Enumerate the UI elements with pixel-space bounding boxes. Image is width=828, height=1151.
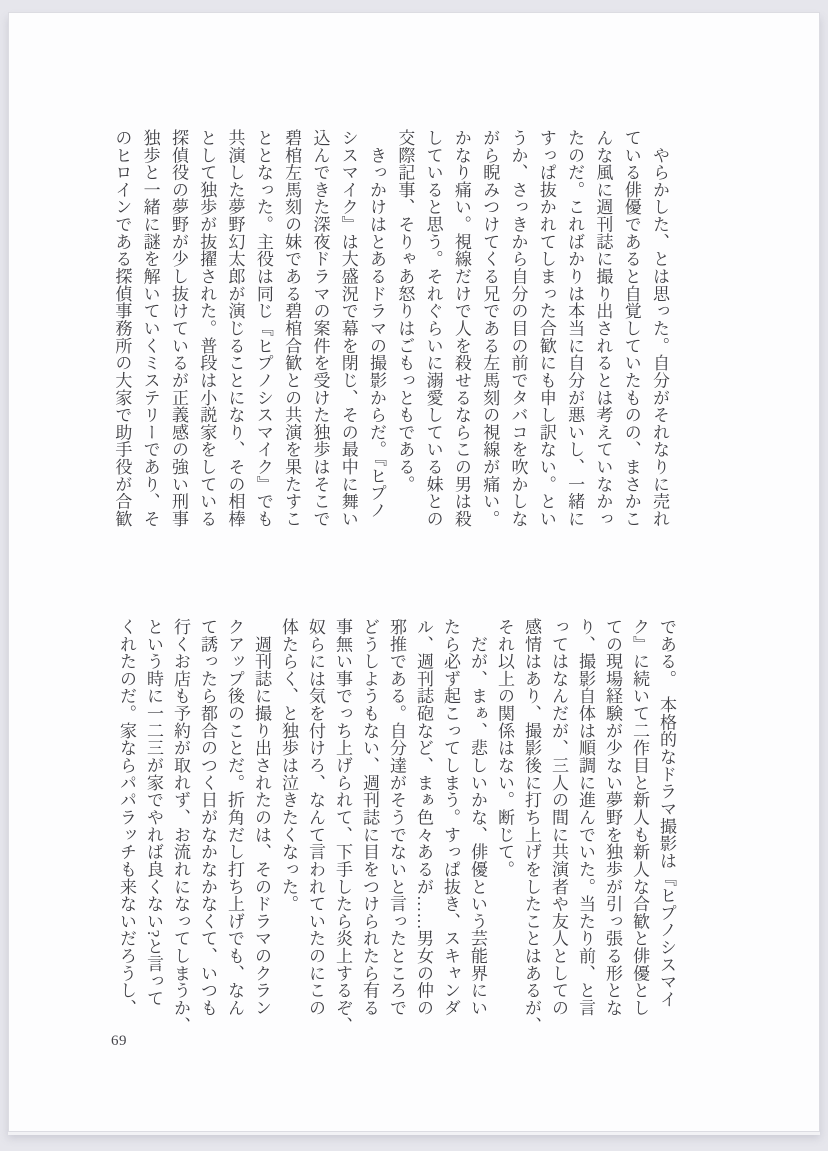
text-column-3: ての現場経験が少ない夢野を独歩が引っ張る形とな <box>603 618 622 1017</box>
book-page <box>8 12 820 1132</box>
text-column-20: のヒロインである探偵事務所の大家で助手役が合歓 <box>112 129 132 528</box>
text-column-8: かなり痛い。視線だけで人を殺せるならこの男は殺 <box>451 129 471 528</box>
text-column-10: 交際記事、そりゃあ怒りはごもっともである。 <box>395 129 415 493</box>
text-column-6: うか、さっきから自分の目の前でタバコを吹かしな <box>508 129 528 528</box>
text-block-upper <box>107 129 673 529</box>
text-column-10: ル、週刊誌砲など、まぁ色々あるが……男女の仲の <box>414 618 433 1017</box>
text-column-19: 独歩と一緒に謎を解いていくミステリーであり、そ <box>140 129 160 528</box>
text-column-4: たのだ。こればかりは本当に自分が悪いし、一緒に <box>565 129 585 528</box>
text-column-3: んな風に週刊誌に撮り出されるとは考えていなかっ <box>593 129 613 528</box>
text-column-18: 探偵役の夢野が少し抜けているが正義感の強い刑事 <box>168 129 188 528</box>
text-column-11: 邪推である。自分達がそうでないと言ったところで <box>387 618 406 1017</box>
text-column-2: ク』に続いて二作目と新人も新人な合歓と俳優とし <box>630 618 649 1017</box>
text-column-7: それ以上の関係はない。断じて。 <box>495 618 514 878</box>
page-number: 69 <box>111 1033 127 1049</box>
text-column-7: がら睨みつけてくる兄である左馬刻の視線が痛い。 <box>480 129 500 528</box>
text-column-14: 碧棺左馬刻の妹である碧棺合歓との共演を果たすこ <box>282 129 302 528</box>
text-column-20: という時に一二三が家でやれば良くない?と言って <box>144 618 163 1007</box>
text-column-16: 共演した夢野幻太郎が演じることになり、その相棒 <box>225 129 245 528</box>
text-column-13: 事無い事でっち上げられて、下手したら炎上するぞ、 <box>333 618 352 1034</box>
text-column-21: くれたのだ。家ならパパラッチも来ないだろうし、 <box>117 618 136 1017</box>
text-column-19: 行くお店も予約が取れず、お流れになってしまうか、 <box>171 618 190 1034</box>
text-column-2: ている俳優であると自覚していたものの、まさかこ <box>621 129 641 528</box>
text-column-18: て誘ったら都合のつく日がなかなかなくて、いつも <box>198 618 217 1017</box>
text-column-13: 込んできた深夜ドラマの案件を受けた独歩はそこで <box>310 129 330 528</box>
text-column-1: である。 本格的なドラマ撮影は『ヒプノシスマイ <box>657 618 676 1008</box>
text-column-12: どうしようもない、週刊誌に目をつけられたら有る <box>360 618 379 1017</box>
text-column-15: ととなった。主役は同じ『ヒプノシスマイク』でも <box>253 129 273 528</box>
text-column-9: たら必ず起こってしまう。すっぱ抜き、スキャンダ <box>441 618 460 1017</box>
text-column-5: すっぱ抜かれてしまった合歓にも申し訳ない。とい <box>536 129 556 528</box>
text-column-14: 奴らには気を付けろ、なんて言われていたのにこの <box>306 618 325 1017</box>
text-column-4: り、撮影自体は順調に進んでいた。当たり前、と言 <box>576 618 595 1017</box>
text-column-1: やらかした、とは思った。自分がそれなりに売れ <box>650 129 669 528</box>
text-column-8: だが、まぁ、悲しいかな、俳優という芸能界にい <box>468 618 487 1017</box>
text-column-11: きっかけはとあるドラマの撮影からだ。『ヒプノ <box>367 129 387 519</box>
text-column-6: 感情はあり、撮影後に打ち上げをしたことはあるが、 <box>522 618 541 1034</box>
text-column-16: 週刊誌に撮り出されたのは、そのドラマのクラン <box>252 618 271 1017</box>
text-column-15: 体たらく、と独歩は泣きたくなった。 <box>279 618 298 913</box>
text-column-17: クアップ後のことだ。折角だし打ち上げでも、なん <box>225 618 244 1017</box>
text-column-17: として独歩が抜擢された。普段は小説家をしている <box>197 129 217 528</box>
text-column-12: シスマイク』は大盛況で幕を閉じ、その最中に舞い <box>338 129 358 528</box>
text-column-9: していると思う。それぐらいに溺愛している妹との <box>423 129 443 528</box>
text-column-5: ってはなんだが、三人の間に共演者や友人としての <box>549 618 568 1017</box>
text-block-lower <box>113 618 680 1034</box>
